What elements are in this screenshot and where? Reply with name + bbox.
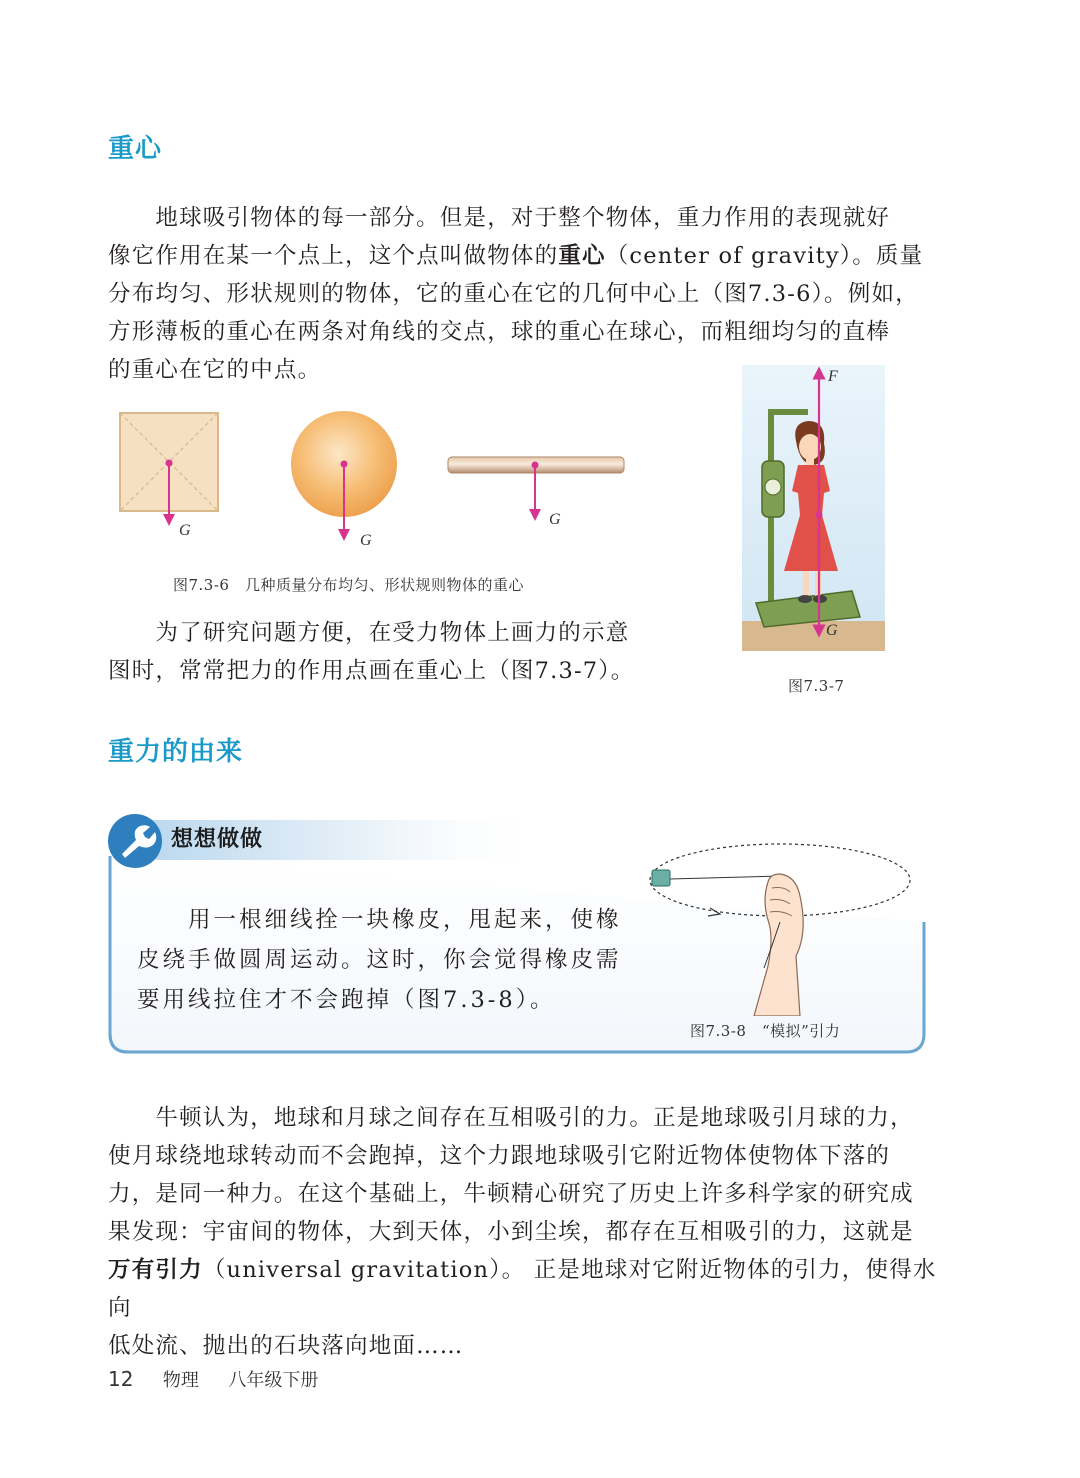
- figure-7-3-8: [640, 836, 920, 1016]
- footer-subject: 物理: [162, 1370, 199, 1391]
- section-heading-origin-of-gravity: 重力的由来: [108, 737, 244, 767]
- text-line: 万有引力（universal gravitation）。 正是地球对它附近物体的引力，使得水向: [108, 1257, 937, 1321]
- term-universal-gravitation: 万有引力: [108, 1257, 203, 1283]
- text-line: 使月球绕地球转动而不会跑掉，这个力跟地球吸引它附近物体使物体下落的: [108, 1143, 891, 1169]
- section-heading-center-of-gravity: 重心: [108, 134, 163, 164]
- paragraph-force-diagram: [108, 614, 748, 690]
- string: [670, 876, 780, 879]
- label-g-girl: G: [826, 622, 838, 639]
- label-g-square: G: [179, 522, 191, 539]
- text-line: 低处流、抛出的石块落向地面……: [108, 1333, 464, 1359]
- hand: [754, 874, 803, 1016]
- text-line: 像它作用在某一个点上，这个点叫做物体的重心（center of gravity）。质量: [108, 243, 924, 269]
- page-number: 12: [108, 1367, 134, 1391]
- label-g-ball: G: [360, 532, 372, 549]
- wrench-icon: [106, 812, 164, 870]
- text-line: 皮绕手做圆周运动。这时，你会觉得橡皮需: [137, 947, 622, 973]
- paragraph-center-of-gravity: [108, 199, 938, 389]
- eraser: [652, 870, 670, 886]
- text-line: 果发现：宇宙间的物体，大到天体，小到尘埃，都存在互相吸引的力，这就是: [108, 1219, 914, 1245]
- label-g-rod: G: [549, 511, 561, 528]
- footer-book: 八年级下册: [228, 1370, 319, 1391]
- text-line: 用一根细线拴一块橡皮，甩起来，使橡: [137, 907, 622, 933]
- activity-box-text: [137, 900, 637, 1020]
- center-point-rod: [532, 462, 539, 469]
- text-line: 方形薄板的重心在两条对角线的交点，球的重心在球心，而粗细均匀的直棒: [108, 319, 891, 345]
- text-line: 要用线拉住才不会跑掉（图7.3-8）。: [137, 987, 556, 1013]
- text-line: 图时，常常把力的作用点画在重心上（图7.3-7）。: [108, 658, 635, 684]
- center-point-ball: [341, 461, 348, 468]
- girl-center-point: [816, 512, 823, 519]
- center-point-square: [166, 460, 173, 467]
- text-line: 分布均匀、形状规则的物体，它的重心在它的几何中心上（图7.3-6）。例如，: [108, 281, 919, 307]
- page-footer: [108, 1366, 318, 1392]
- direction-arrow: [708, 908, 720, 916]
- text-line: 牛顿认为，地球和月球之间存在互相吸引的力。正是地球吸引月球的力，: [108, 1105, 914, 1131]
- text-line: 地球吸引物体的每一部分。但是，对于整个物体，重力作用的表现就好: [108, 205, 891, 231]
- figure-7-3-7: [742, 365, 885, 651]
- figure-caption-7-3-8: 图7.3-8 “模拟”引力: [690, 1022, 841, 1040]
- activity-box-title: 想想做做: [171, 827, 264, 852]
- text-line: 力，是同一种力。在这个基础上，牛顿精心研究了历史上许多科学家的研究成: [108, 1181, 914, 1207]
- figure-caption-7-3-7: 图7.3-7: [788, 677, 845, 695]
- text-line: 为了研究问题方便，在受力物体上画力的示意: [108, 620, 630, 646]
- label-f: F: [828, 368, 838, 385]
- text-line: 的重心在它的中点。: [108, 357, 322, 383]
- paragraph-universal-gravitation: [108, 1099, 938, 1365]
- figure-caption-7-3-6: 图7.3-6 几种质量分布均匀、形状规则物体的重心: [173, 576, 524, 594]
- term-center-of-gravity: 重心: [558, 243, 606, 269]
